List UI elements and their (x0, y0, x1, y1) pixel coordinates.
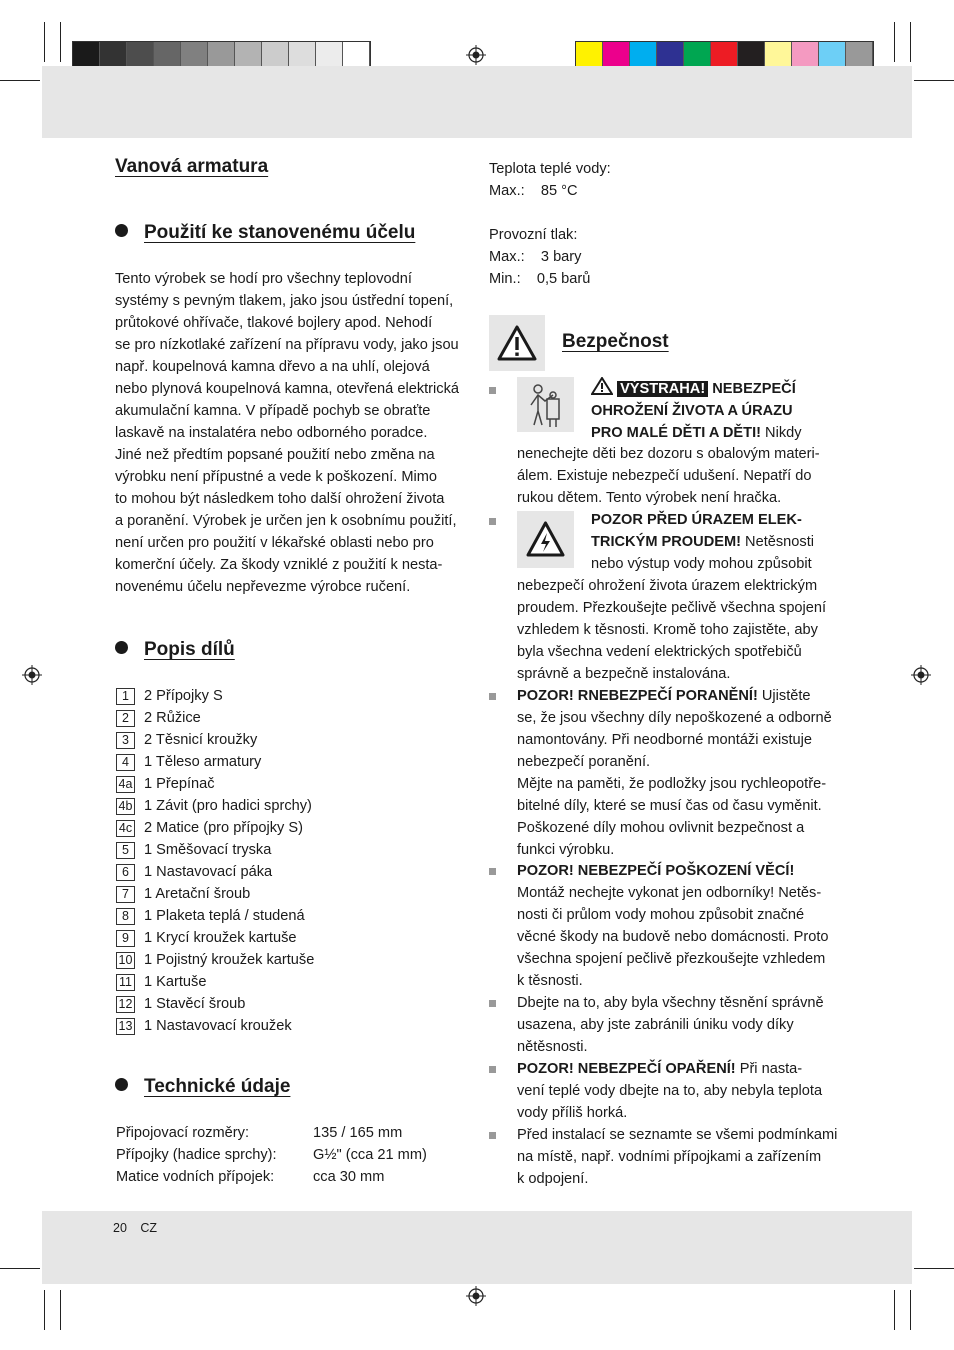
text-line: bitelné díly, které se musí čas od času vyměnit. (517, 798, 822, 814)
registration-mark-icon (22, 665, 42, 685)
warning-triangle-icon (591, 377, 613, 395)
child-warning-icon-box (517, 377, 574, 432)
crop-mark (914, 80, 954, 81)
part-label: 1 Pojistný kroužek kartuše (144, 952, 315, 968)
water-spec-text (489, 158, 789, 290)
part-number-box: 4a (116, 776, 135, 793)
part-label: 1 Plaketa teplá / studená (144, 908, 305, 924)
text-line: nosti či průlom vody mohou způsobit značné (517, 907, 805, 923)
spec-key: Připojovací rozměry: (116, 1125, 250, 1141)
text-line: komerční účely. Za škody vzniklé z použití k nesta- (115, 557, 443, 573)
text-line: nebo plynová koupelnová kamna, otevřená elektrická (115, 381, 459, 397)
list-item (116, 839, 314, 861)
text-line: na místě, např. vodními přípojkami a zařízením (517, 1149, 822, 1165)
list-item (116, 971, 314, 993)
text-line: Mějte na paměti, že podložky jsou rychleopotře- (517, 776, 827, 792)
text-line: a poranění. Výrobek je určen jen k osobnímu použití, (115, 513, 457, 529)
part-label: 1 Přepínač (144, 776, 215, 792)
part-number-box: 3 (116, 732, 135, 749)
text-line: usazena, aby jste zabránili úniku vody díky (517, 1017, 794, 1033)
part-label: 1 Směšovací tryska (144, 842, 272, 858)
text-line: Teplota teplé vody: (489, 161, 611, 177)
footer-band (42, 1211, 912, 1284)
list-bullet-icon (489, 1066, 496, 1073)
part-label: 2 Těsnicí kroužky (144, 732, 258, 748)
list-item (116, 773, 314, 795)
list-bullet-icon (489, 868, 496, 875)
safety-heading: Bezpečnost (562, 331, 669, 352)
text-line: to mohou být následkem toho další ohrožení života (115, 491, 445, 507)
bullet-dot-icon (115, 1078, 128, 1091)
safety-icon-box (489, 315, 545, 371)
list-item (116, 707, 314, 729)
part-label: 1 Krycí kroužek kartuše (144, 930, 297, 946)
part-label: 1 Závit (pro hadici sprchy) (144, 798, 312, 814)
text-line: nětěsnosti. (517, 1039, 588, 1055)
list-item (116, 993, 314, 1015)
spec-key: Matice vodních přípojek: (116, 1169, 275, 1185)
table-row (116, 1166, 427, 1188)
crop-mark (894, 1290, 895, 1330)
text-line: např. koupelnová kamna dřevo a na uhlí, olejová (115, 359, 430, 375)
text-line: akumulační kamna. V případě pochyb se obraťte (115, 403, 431, 419)
part-number-box: 4 (116, 754, 135, 771)
crop-mark (0, 80, 40, 81)
text-line: se, že jsou všechny díly nepoškozené a odborně (517, 710, 832, 726)
install-note-text (517, 1124, 857, 1190)
part-label: 1 Nastavovací kroužek (144, 1018, 292, 1034)
part-label: 2 Matice (pro přípojky S) (144, 820, 303, 836)
part-label: 2 Růžice (144, 710, 201, 726)
header-band (42, 66, 912, 138)
text-line: se pro nízkotlaké zařízení na přípravu vody, jako jsou (115, 337, 459, 353)
text-line: nenechejte děti bez dozoru s obalovým materi- (517, 446, 820, 462)
crop-mark (60, 1290, 61, 1330)
list-item (116, 795, 314, 817)
warning-triangle-icon (489, 315, 545, 371)
text-line: všechna spojení pečlivě přezkoušejte vzhledem (517, 951, 826, 967)
text-line: průtokové ohřívače, tlakové bojlery apod. Nehodí (115, 315, 433, 331)
page-title: Vanová armatura (115, 156, 269, 177)
list-item (116, 927, 314, 949)
part-number-box: 9 (116, 930, 135, 947)
text-line: funkci výrobku. (517, 842, 615, 858)
section-heading-intended-use: Použití ke stanovenému účelu (115, 222, 415, 244)
spec-value: cca 30 mm (313, 1169, 385, 1185)
list-bullet-icon (489, 387, 496, 394)
part-number-box: 1 (116, 688, 135, 705)
table-row (116, 1122, 427, 1144)
crop-mark (910, 1290, 911, 1330)
text-line: laskavě na instalatéra nebo odborného poradce. (115, 425, 428, 441)
electric-warning-icon-box (517, 511, 574, 568)
part-number-box: 2 (116, 710, 135, 727)
part-number-box: 10 (116, 952, 135, 969)
text-line: Min.: 0,5 barů (489, 271, 591, 287)
text-line: k odpojení. (517, 1171, 589, 1187)
list-item (116, 751, 314, 773)
list-item (116, 1015, 314, 1037)
page-footer (113, 1221, 157, 1235)
part-number-box: 11 (116, 974, 135, 991)
text-line: k těsnosti. (517, 973, 583, 989)
text-line: výrobku není přípustné a vede k poškození. Mimo (115, 469, 438, 485)
list-bullet-icon (489, 518, 496, 525)
table-row (116, 1144, 427, 1166)
crop-mark (44, 1290, 45, 1330)
text-line: není určen pro použití v lékařské oblasti nebo pro (115, 535, 434, 551)
text-line: správně a bezpečně instalována. (517, 666, 731, 682)
warning-electric-text: POZOR PŘED ÚRAZEM ELEK- TRICKÝM PROUDEM! Netěsnosti nebo výstup vody mohou způsobit (591, 512, 815, 572)
warning-scald-text: POZOR! NEBEZPEČÍ OPAŘENÍ! Při nasta- vení teplé vody dbejte na to, aby nebyla teplota vody příliš horká. (517, 1058, 857, 1124)
text-line: systémy s pevným tlakem, jako jsou ústřední topení, (115, 293, 454, 309)
registration-mark-icon (911, 665, 931, 685)
part-number-box: 4b (116, 798, 135, 815)
spec-value: 135 / 165 mm (313, 1125, 403, 1141)
text-line: namontovány. Při neodborné montáži existuje (517, 732, 813, 748)
part-label: 2 Přípojky S (144, 688, 223, 704)
part-label: 1 Nastavovací páka (144, 864, 273, 880)
text-line: álem. Existuje nebezpečí udušení. Nepatří do (517, 468, 812, 484)
part-label: 1 Stavěcí šroub (144, 996, 246, 1012)
warning-label: VÝSTRAHA! (617, 381, 708, 397)
section-heading-parts: Popis dílů (115, 639, 235, 661)
text-line: Před instalací se seznamte se všemi podmínkami (517, 1127, 838, 1143)
part-number-box: 12 (116, 996, 135, 1013)
spec-value: G½" (cca 21 mm) (313, 1147, 427, 1163)
spec-key: Přípojky (hadice sprchy): (116, 1147, 277, 1163)
crop-mark (910, 22, 911, 62)
list-bullet-icon (489, 1000, 496, 1007)
child-icon (517, 377, 574, 432)
bullet-dot-icon (115, 641, 128, 654)
text-line: Provozní tlak: (489, 227, 578, 243)
part-number-box: 7 (116, 886, 135, 903)
list-item (116, 883, 314, 905)
text-line: rukou dětem. Tento výrobek není hračka. (517, 490, 782, 506)
text-line: vody příliš horká. (517, 1105, 628, 1121)
text-line: nebezpečí poranění. (517, 754, 651, 770)
part-number-box: 5 (116, 842, 135, 859)
language-code: CZ (140, 1221, 158, 1235)
part-label: 1 Kartuše (144, 974, 207, 990)
text-line: Max.: 85 °C (489, 183, 578, 199)
part-label: 1 Aretační šroub (144, 886, 251, 902)
list-item (116, 729, 314, 751)
text-line: věcné škody na budově nebo domácnosti. Proto (517, 929, 829, 945)
crop-mark (44, 22, 45, 62)
list-item (116, 817, 314, 839)
parts-list (116, 685, 314, 1037)
seal-note-text (517, 992, 857, 1058)
warning-property-text: POZOR! NEBEZPEČÍ POŠKOZENÍ VĚCÍ! Montáž nechejte vykonat jen odborníky! Netěs- nosti či průlom vody mohou způsobit značné věcné škody na budově nebo domácnosti. Proto všechna spojení pečlivě přezkoušejte vzhledem k těsnosti. (517, 860, 857, 992)
text-line: proudem. Přezkoušejte pečlivě všechna spojení (517, 600, 827, 616)
list-item (116, 861, 314, 883)
text-line: byla všechna vedení elektrických spotřebičů (517, 644, 802, 660)
text-line: Montáž nechejte vykonat jen odborníky! Netěs- (517, 885, 822, 901)
part-label: 1 Těleso armatury (144, 754, 262, 770)
list-bullet-icon (489, 1132, 496, 1139)
registration-mark-icon (466, 1286, 486, 1306)
text-line: Jiné než předtím popsané použití nebo změna na (115, 447, 435, 463)
warning-child-text: VÝSTRAHA! NEBEZPEČÍ OHROŽENÍ ŽIVOTA A ÚRAZU PRO MALÉ DĚTI A DĚTI! Nikdy (591, 377, 851, 444)
text-line: vzhledem k těsnosti. Kromě toho zajistěte, aby (517, 622, 818, 638)
text-line (489, 202, 789, 224)
tech-spec-table (116, 1122, 427, 1188)
list-item (116, 685, 314, 707)
warning-child-body (517, 443, 857, 509)
warning-electric-body (517, 575, 857, 685)
part-number-box: 8 (116, 908, 135, 925)
intended-use-text (115, 268, 470, 598)
section-heading-tech: Technické údaje (115, 1076, 290, 1098)
list-item (116, 905, 314, 927)
crop-mark (894, 22, 895, 62)
warning-injury-text: POZOR! RNEBEZPEČÍ PORANĚNÍ! Ujistěte se, že jsou všechny díly nepoškozené a odborně namontovány. Při neodborné montáži existuje nebezpečí poranění. Mějte na paměti, že podložky jsou rychleopotře- bitelné díly, které se musí čas od času vyměnit. Poškozené díly mohou ovlivnit bezpečnost a funkci výrobku. (517, 685, 857, 861)
page-number: 20 (113, 1221, 127, 1235)
text-line: nebezpečí ohrožení života úrazem elektrickým (517, 578, 818, 594)
crop-mark (60, 22, 61, 62)
part-number-box: 6 (116, 864, 135, 881)
electric-shock-icon (517, 511, 574, 568)
crop-mark (0, 1268, 40, 1269)
text-line: Max.: 3 bary (489, 249, 582, 265)
registration-mark-icon (466, 45, 486, 65)
text-line: Tento výrobek se hodí pro všechny teplovodní (115, 271, 412, 287)
text-line: vení teplé vody dbejte na to, aby nebyla teplota (517, 1083, 823, 1099)
text-line: Poškozené díly mohou ovlivnit bezpečnost a (517, 820, 805, 836)
text-line: novenému účelu nepřevezme výrobce ručení. (115, 579, 411, 595)
part-number-box: 13 (116, 1018, 135, 1035)
list-bullet-icon (489, 693, 496, 700)
part-number-box: 4c (116, 820, 135, 837)
list-item (116, 949, 314, 971)
text-line: Dbejte na to, aby byla všechny těsnění správně (517, 995, 824, 1011)
bullet-dot-icon (115, 224, 128, 237)
crop-mark (914, 1268, 954, 1269)
